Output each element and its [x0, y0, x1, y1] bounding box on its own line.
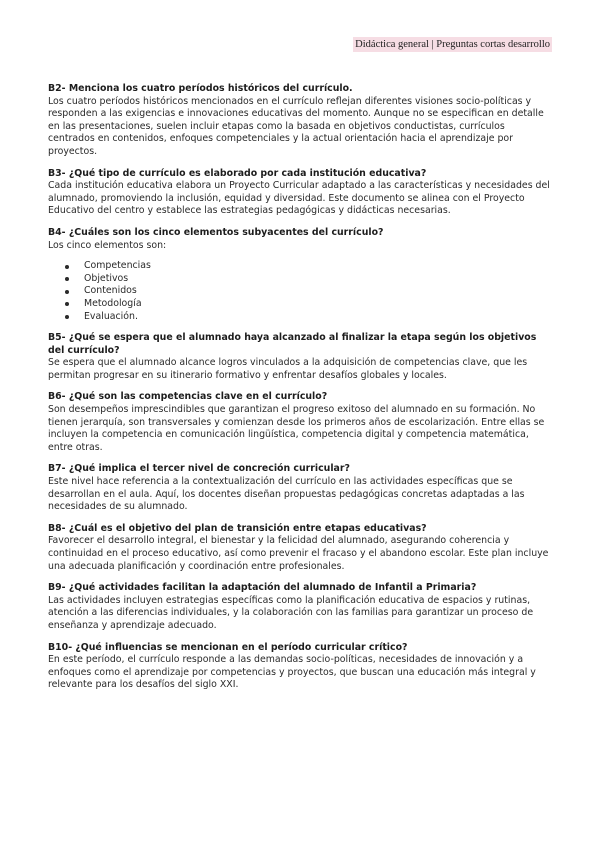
- section-b9: [48, 582, 553, 632]
- section-b4: [48, 227, 553, 323]
- question-heading: B6- ¿Qué son las competencias clave en el currículo?: [48, 391, 328, 403]
- list-item: Metodología: [84, 298, 553, 311]
- elements-list: [48, 260, 553, 323]
- question-heading: B8- ¿Cuál es el objetivo del plan de transición entre etapas educativas?: [48, 522, 427, 534]
- list-item: Contenidos: [84, 285, 553, 298]
- question-heading: B4- ¿Cuáles son los cinco elementos subyacentes del currículo?: [48, 226, 384, 238]
- question-heading: B2- Menciona los cuatro períodos históricos del currículo.: [48, 83, 353, 94]
- answer-text: Cada institución educativa elabora un Proyecto Curricular adaptado a las características y necesidades del alumnado, promoviendo la inclusión, equidad y diversidad. Este documento se alinea con el Proyecto Educativo del centro y establece las estrategias pedagógicas y didácticas necesarias.: [48, 180, 550, 217]
- section-b2: [48, 83, 553, 159]
- section-b6: [48, 391, 553, 454]
- list-item: Competencias: [84, 260, 553, 273]
- answer-text: Los cinco elementos son:: [48, 239, 167, 251]
- page-header: Didáctica general | Preguntas cortas desarrollo: [355, 39, 550, 50]
- section-b10: [48, 642, 553, 692]
- answer-text: Este nivel hace referencia a la contextualización del currículo en las actividades específicas que se desarrollan en el aula. Aquí, los docentes diseñan propuestas pedagógicas concretas adaptadas a las necesidades de su alumnado.: [48, 476, 525, 513]
- answer-text: Favorecer el desarrollo integral, el bienestar y la felicidad del alumnado, asegurando coherencia y continuidad en el proceso educativo, así como prevenir el fracaso y el abandono escolar. Este plan incluye una adecuada planificación y coordinación entre profesionales.: [48, 535, 549, 572]
- question-heading: B5- ¿Qué se espera que el alumnado haya alcanzado al finalizar la etapa según los objetivos del currículo?: [48, 332, 537, 356]
- question-heading: B7- ¿Qué implica el tercer nivel de concreción curricular?: [48, 463, 350, 475]
- list-item: Evaluación.: [84, 311, 553, 324]
- section-b8: [48, 523, 553, 573]
- answer-text: Se espera que el alumnado alcance logros vinculados a la adquisición de competencias clave, que les permitan progresar en su itinerario formativo y enfrentar desafíos globales y locales.: [48, 357, 528, 381]
- answer-text: Los cuatro períodos históricos mencionados en el currículo reflejan diferentes visiones socio-políticas y responden a las exigencias e innovaciones educativas del momento. Aunque no se especifican en detalle en las presentaciones, suelen incluir etapas como la basada en objetivos conductistas, currículos centrados en contenidos, enfoques competenciales y la actual orientación hacia el aprendizaje por proyectos.: [48, 95, 544, 157]
- answer-text: Son desempeños imprescindibles que garantizan el progreso exitoso del alumnado en su formación. No tienen jerarquía, son transversales y comienzan desde los primeros años de escolarización. Entre ellas se incluyen la competencia en comunicación lingüística, competencia digital y competencia matemática, entre otras.: [48, 404, 545, 453]
- section-b7: [48, 463, 553, 513]
- question-heading: B10- ¿Qué influencias se mencionan en el período curricular crítico?: [48, 641, 408, 653]
- answer-text: Las actividades incluyen estrategias específicas como la planificación educativa de espacios y rutinas, atención a las diferencias individuales, y la colaboración con las familias para garantizar un proceso de enseñanza y aprendizaje adecuado.: [48, 594, 534, 631]
- section-b5: [48, 332, 553, 382]
- question-heading: B9- ¿Qué actividades facilitan la adaptación del alumnado de Infantil a Primaria?: [48, 582, 477, 594]
- section-b3: [48, 168, 553, 218]
- document-body: [48, 83, 553, 701]
- question-heading: B3- ¿Qué tipo de currículo es elaborado por cada institución educativa?: [48, 167, 427, 179]
- answer-text: En este período, el currículo responde a las demandas socio-políticas, necesidades de innovación y a enfoques como el aprendizaje por competencias y proyectos, que buscan una educación más integral y relevante para los desafíos del siglo XXI.: [48, 654, 536, 691]
- list-item: Objetivos: [84, 273, 553, 286]
